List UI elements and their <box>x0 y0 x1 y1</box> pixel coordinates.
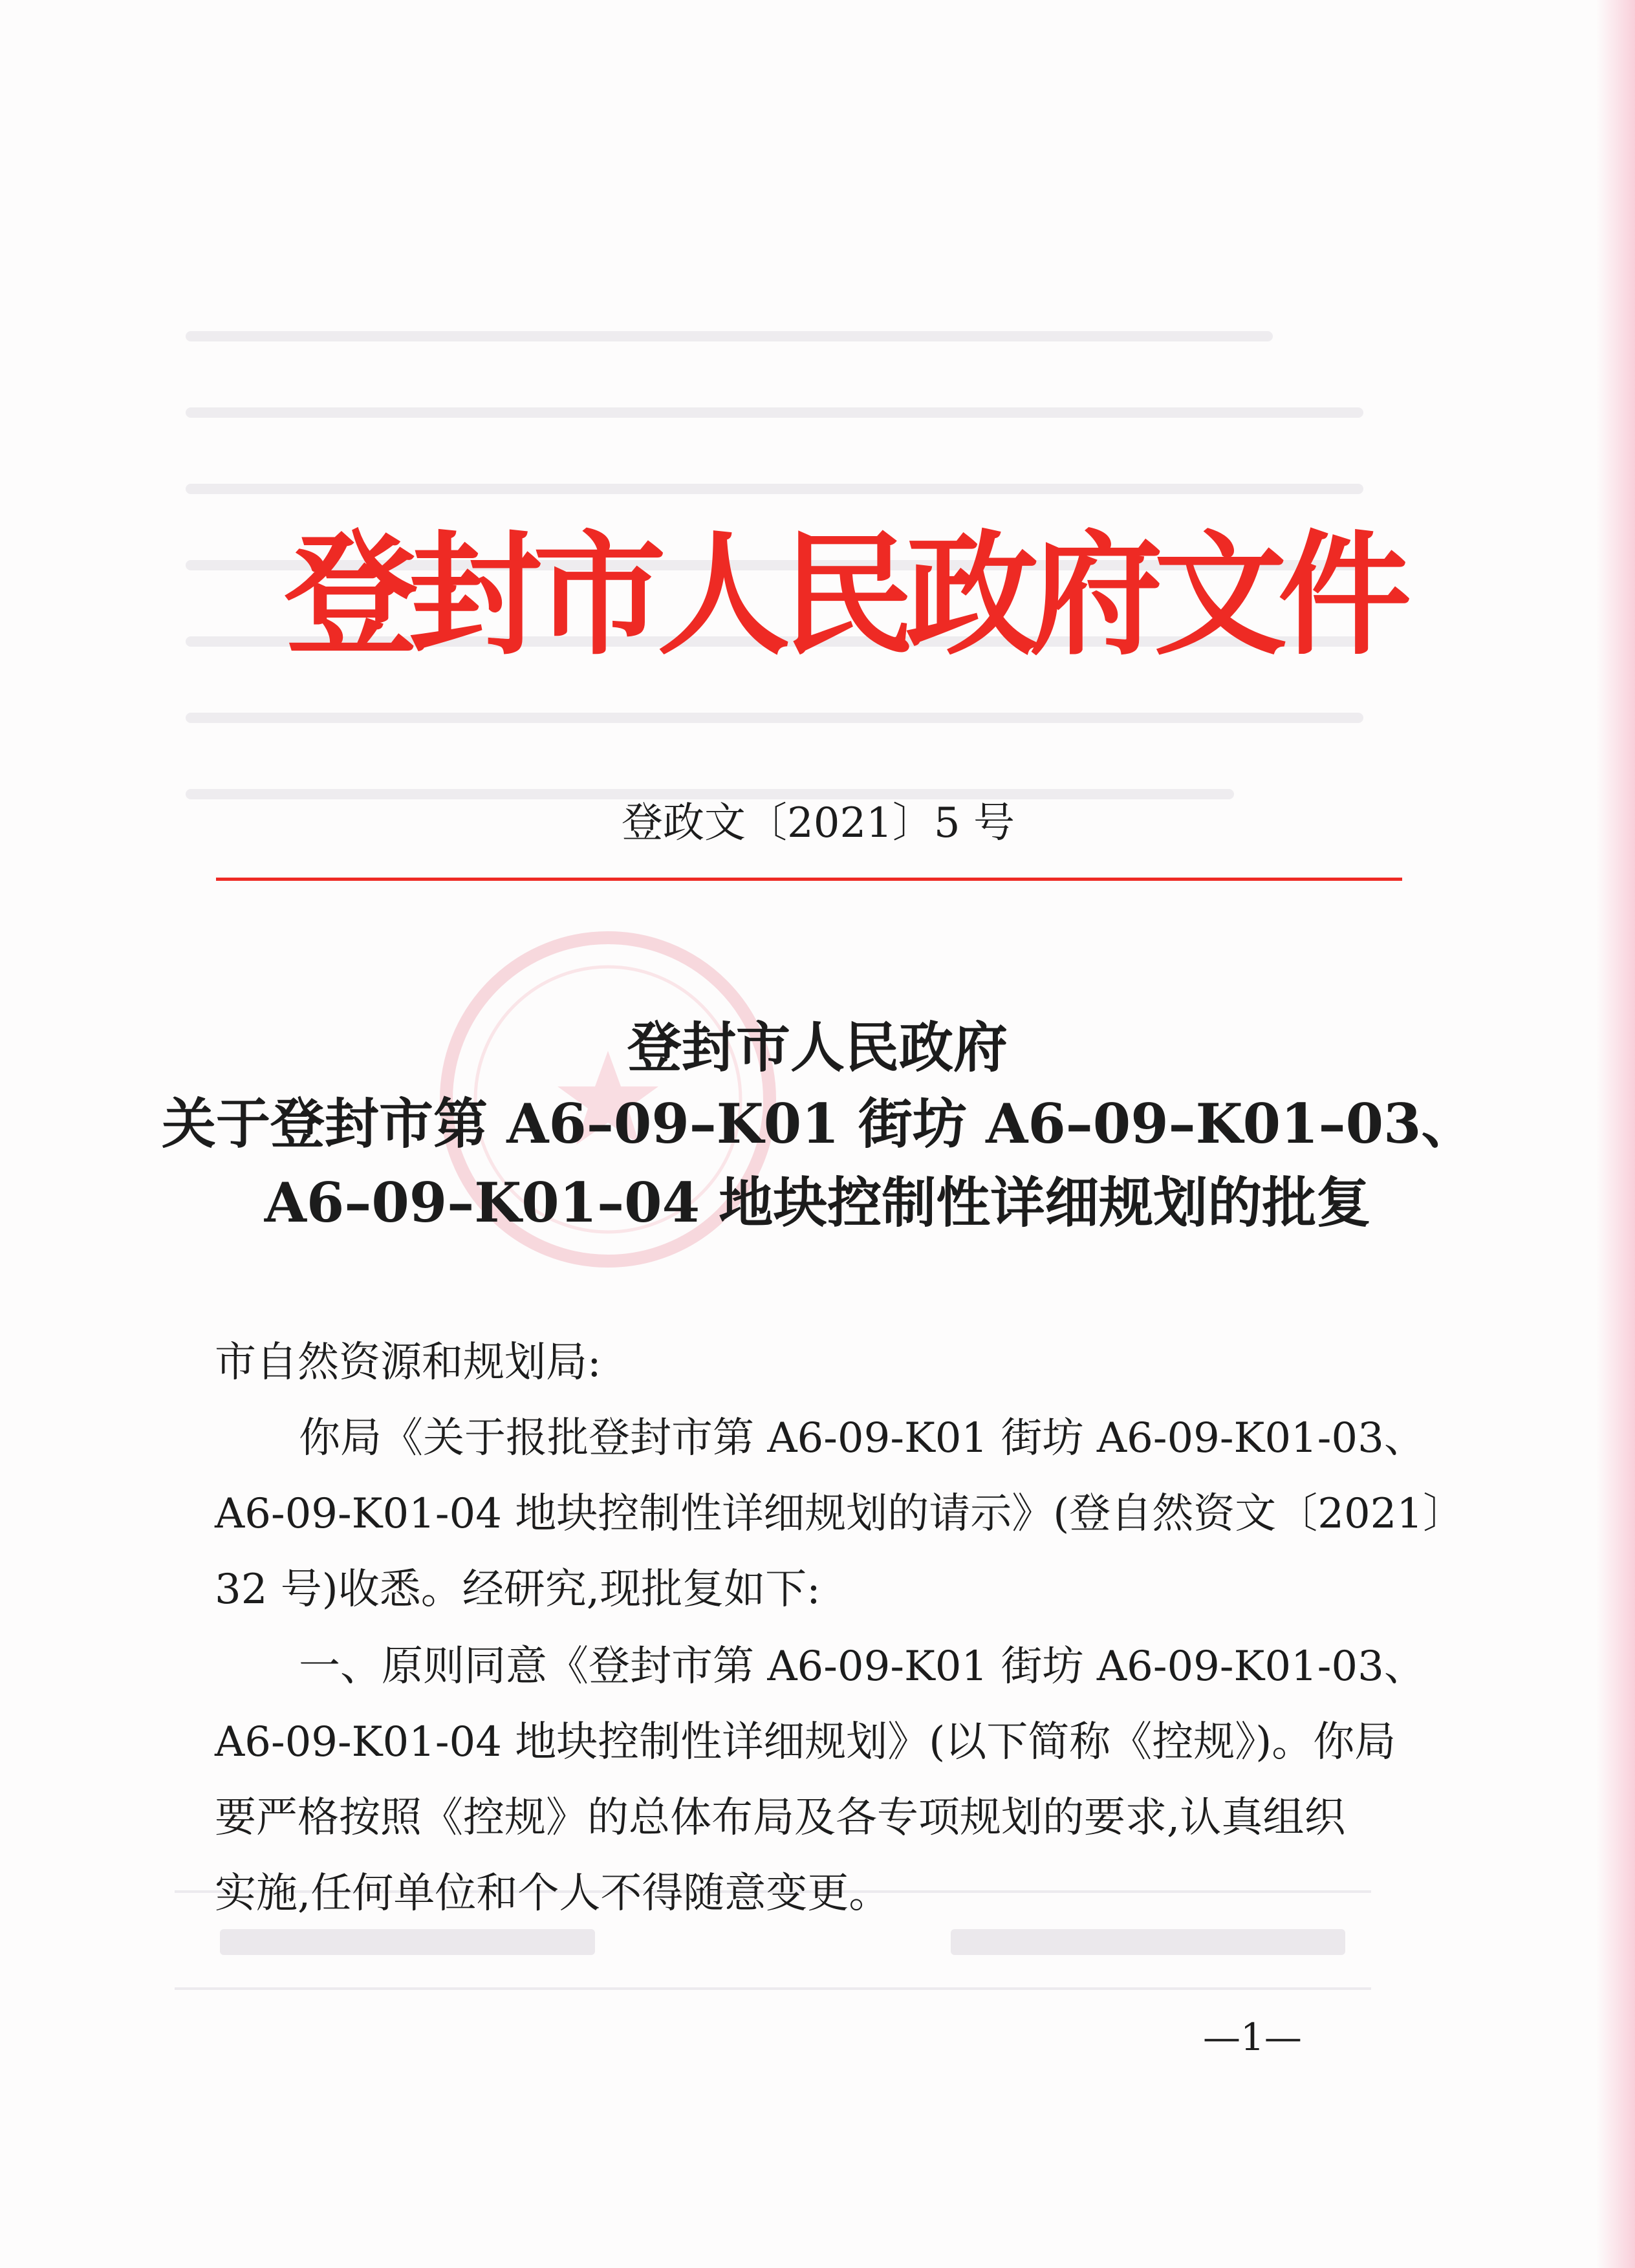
paragraph-1-line-1: 你局《关于报批登封市第 A6-09-K01 街坊 A6-09-K01-03、 <box>299 1414 1425 1462</box>
title-line-2: 关于登封市第 A6–09–K01 街坊 A6–09–K01–03、 <box>162 1092 1476 1156</box>
page-number: —1— <box>1203 2015 1302 2059</box>
paragraph-2-line-4: 实施,任何单位和个人不得随意变更。 <box>215 1870 891 1917</box>
paragraph-2-line-2: A6-09-K01-04 地块控制性详细规划》(以下简称《控规》)。你局 <box>215 1718 1396 1766</box>
masthead-title: 登封市人民政府文件 <box>285 517 1403 673</box>
paragraph-2-line-1: 一、原则同意《登封市第 A6-09-K01 街坊 A6-09-K01-03、 <box>299 1643 1425 1690</box>
paragraph-2-line-3: 要严格按照《控规》的总体布局及各专项规划的要求,认真组织 <box>215 1794 1346 1842</box>
addressee: 市自然资源和规划局: <box>215 1339 601 1387</box>
red-separator-line <box>216 878 1402 881</box>
title-line-1: 登封市人民政府 <box>627 1015 1008 1079</box>
paragraph-1-line-3: 32 号)收悉。经研究,现批复如下: <box>215 1566 821 1614</box>
title-line-3: A6–09–K01–04 地块控制性详细规划的批复 <box>264 1171 1371 1235</box>
paragraph-1-line-2: A6-09-K01-04 地块控制性详细规划的请示》(登自然资文〔2021〕 <box>215 1490 1465 1538</box>
document-number: 登政文〔2021〕5 号 <box>622 799 1015 847</box>
page-edge-tint <box>1596 0 1635 2268</box>
